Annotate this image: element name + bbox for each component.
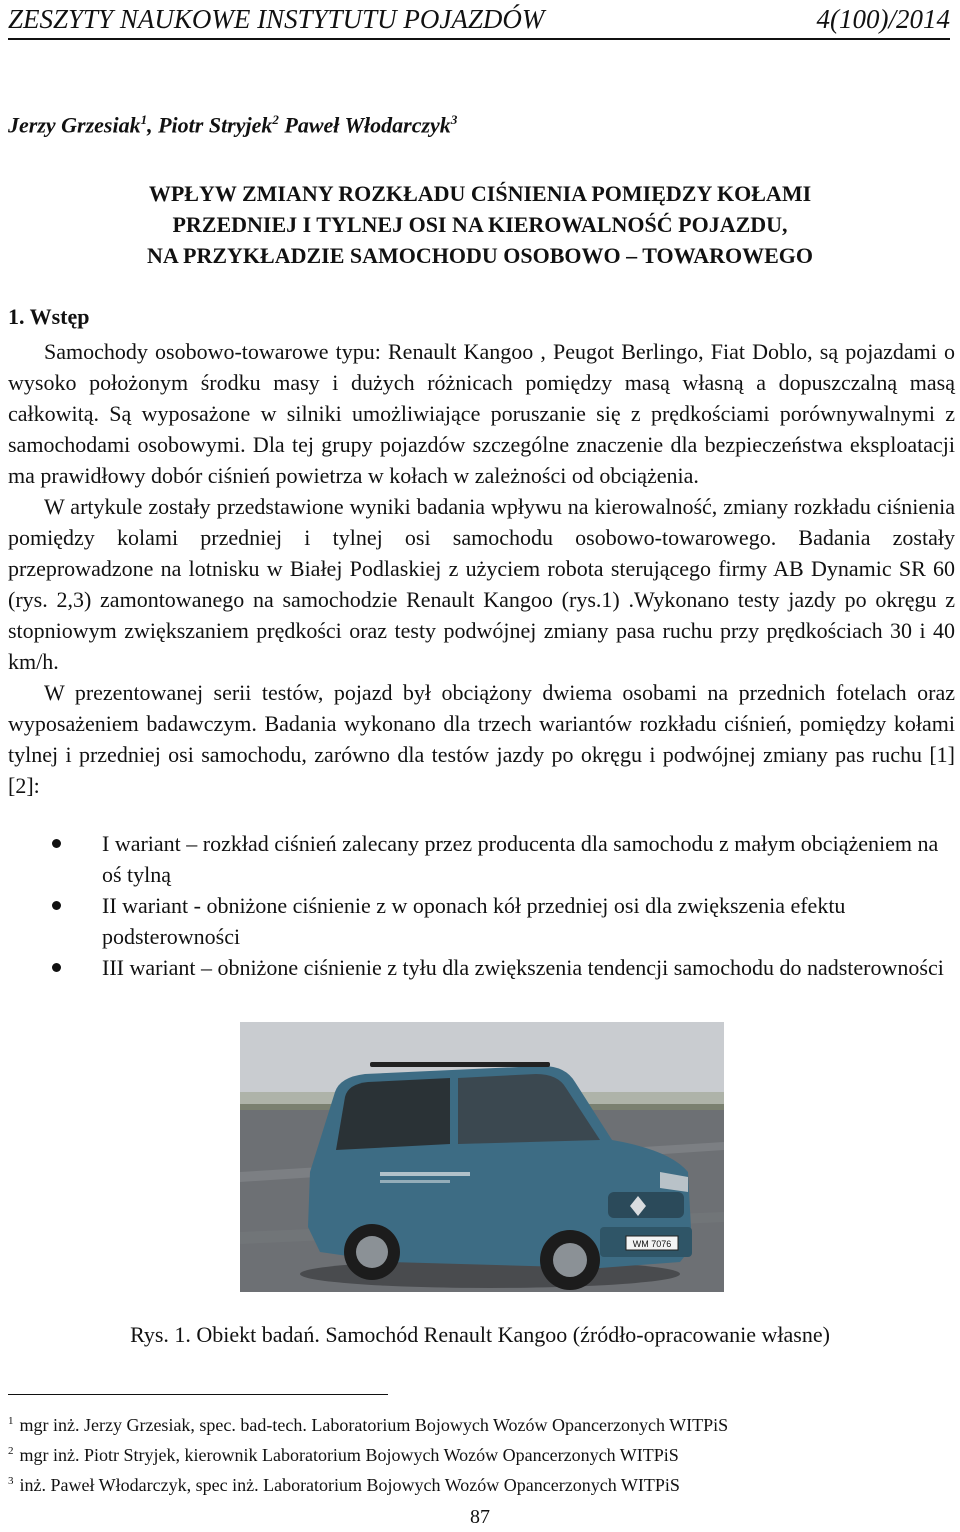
author-name: Piotr Stryjek	[158, 112, 273, 138]
variant-text: I wariant – rozkład ciśnień zalecany przez producenta dla samochodu z małym obciążeniem na oś tylną	[102, 831, 939, 887]
footnote-mark: 2	[8, 1445, 14, 1457]
bullet-icon	[52, 901, 61, 910]
title-line: NA PRZYKŁADZIE SAMOCHODU OSOBOWO – TOWAROWEGO	[146, 243, 813, 268]
variants-list	[0, 828, 955, 983]
footnote	[8, 1408, 728, 1438]
bullet-icon	[52, 963, 61, 972]
footnote	[8, 1468, 728, 1498]
footnotes	[8, 1408, 728, 1498]
journal-header	[8, 0, 950, 40]
list-item	[0, 828, 955, 890]
bullet-icon	[52, 839, 61, 848]
footnote	[8, 1438, 728, 1468]
title-line: WPŁYW ZMIANY ROZKŁADU CIŚNIENIA POMIĘDZY KOŁAMI	[148, 181, 812, 206]
list-item	[0, 890, 955, 952]
footnote-divider	[8, 1394, 388, 1395]
license-plate: WM 7076	[632, 1239, 672, 1249]
page-number: 87	[470, 1506, 490, 1528]
footnote-mark: 1	[140, 112, 148, 127]
journal-title: ZESZYTY NAUKOWE INSTYTUTU POJAZDÓW	[8, 4, 545, 34]
paragraph: Samochody osobowo-towarowe typu: Renault Kangoo , Peugot Berlingo, Fiat Doblo, są pojazdami o wysoko położonym środku masy i dużych różnicach pomiędzy masą własną a dopuszczalną masą całkowitą. Są wyposażone w silniki umożliwiające poruszanie się z prędkościami porównywalnymi z samochodami osobowymi. Dla tej grupy pojazdów szczególne znaczenie dla bezpieczeństwa eksploatacji ma prawidłowy dobór ciśnień powietrza w kołach w zależności od obciążenia.	[8, 339, 955, 488]
section-heading: 1. Wstęp	[8, 304, 90, 329]
footnote-mark: 3	[8, 1475, 14, 1487]
body-text	[8, 336, 955, 801]
title-line: PRZEDNIEJ I TYLNEJ OSI NA KIEROWALNOŚĆ POJAZDU,	[172, 212, 788, 237]
author-name: Paweł Włodarczyk	[284, 112, 451, 138]
authors-line: Jerzy Grzesiak$^1$, Piotr Stryjek$^2$ Paweł Włodarczyk$^3$	[8, 112, 458, 138]
figure-caption: Rys. 1. Obiekt badań. Samochód Renault Kangoo (źródło-opracowanie własne)	[130, 1322, 830, 1347]
figure-photo	[240, 1022, 724, 1292]
footnote-text: mgr inż. Jerzy Grzesiak, spec. bad-tech. Laboratorium Bojowych Wozów Opancerzonych WITPiS	[19, 1415, 729, 1435]
car-photo-icon	[240, 1022, 724, 1292]
footnote-text: inż. Paweł Włodarczyk, spec inż. Laboratorium Bojowych Wozów Opancerzonych WITPiS	[19, 1475, 680, 1495]
footnote-mark: 1	[8, 1415, 14, 1427]
author-name: Jerzy Grzesiak	[8, 112, 141, 138]
footnote-mark: 2	[272, 112, 279, 127]
variant-text: II wariant - obniżone ciśnienie z w oponach kół przedniej osi dla zwiększenia efektu podsterowności	[102, 893, 846, 949]
paragraph: W prezentowanej serii testów, pojazd był obciążony dwiema osobami na przednich fotelach oraz wyposażeniem badawczym. Badania wykonano dla trzech wariantów rozkładu ciśnień, pomiędzy kołami tylnej i przedniej osi samochodu, zarówno dla testów jazdy po okręgu i podwójnej zmiany pas ruchu [1][2]:	[8, 680, 955, 798]
list-item	[0, 952, 955, 983]
paragraph: W artykule zostały przedstawione wyniki badania wpływu na kierowalność, zmiany rozkładu ciśnienia pomiędzy kolami przedniej i tylnej osi samochodu osobowo-towarowego. Badania zostały przeprowadzone na lotnisku w Białej Podlaskiej z użyciem robota sterującego firmy AB Dynamic SR 60 (rys. 2,3) zamontowanego na samochodzie Renault Kangoo (rys.1) .Wykonano testy jazdy po okręgu z stopniowym zwiększaniem prędkości oraz testy podwójnej zmiany pasa ruchu przy prędkościach 30 i 40 km/h.	[8, 494, 955, 674]
variant-text: III wariant – obniżone ciśnienie z tyłu dla zwiększenia tendencji samochodu do nadsterowności	[102, 955, 944, 980]
journal-issue: 4(100)/2014	[816, 4, 950, 34]
footnote-mark: 3	[450, 112, 458, 127]
footnote-text: mgr inż. Piotr Stryjek, kierownik Laboratorium Bojowych Wozów Opancerzonych WITPiS	[19, 1445, 679, 1465]
paper-title	[0, 178, 960, 271]
